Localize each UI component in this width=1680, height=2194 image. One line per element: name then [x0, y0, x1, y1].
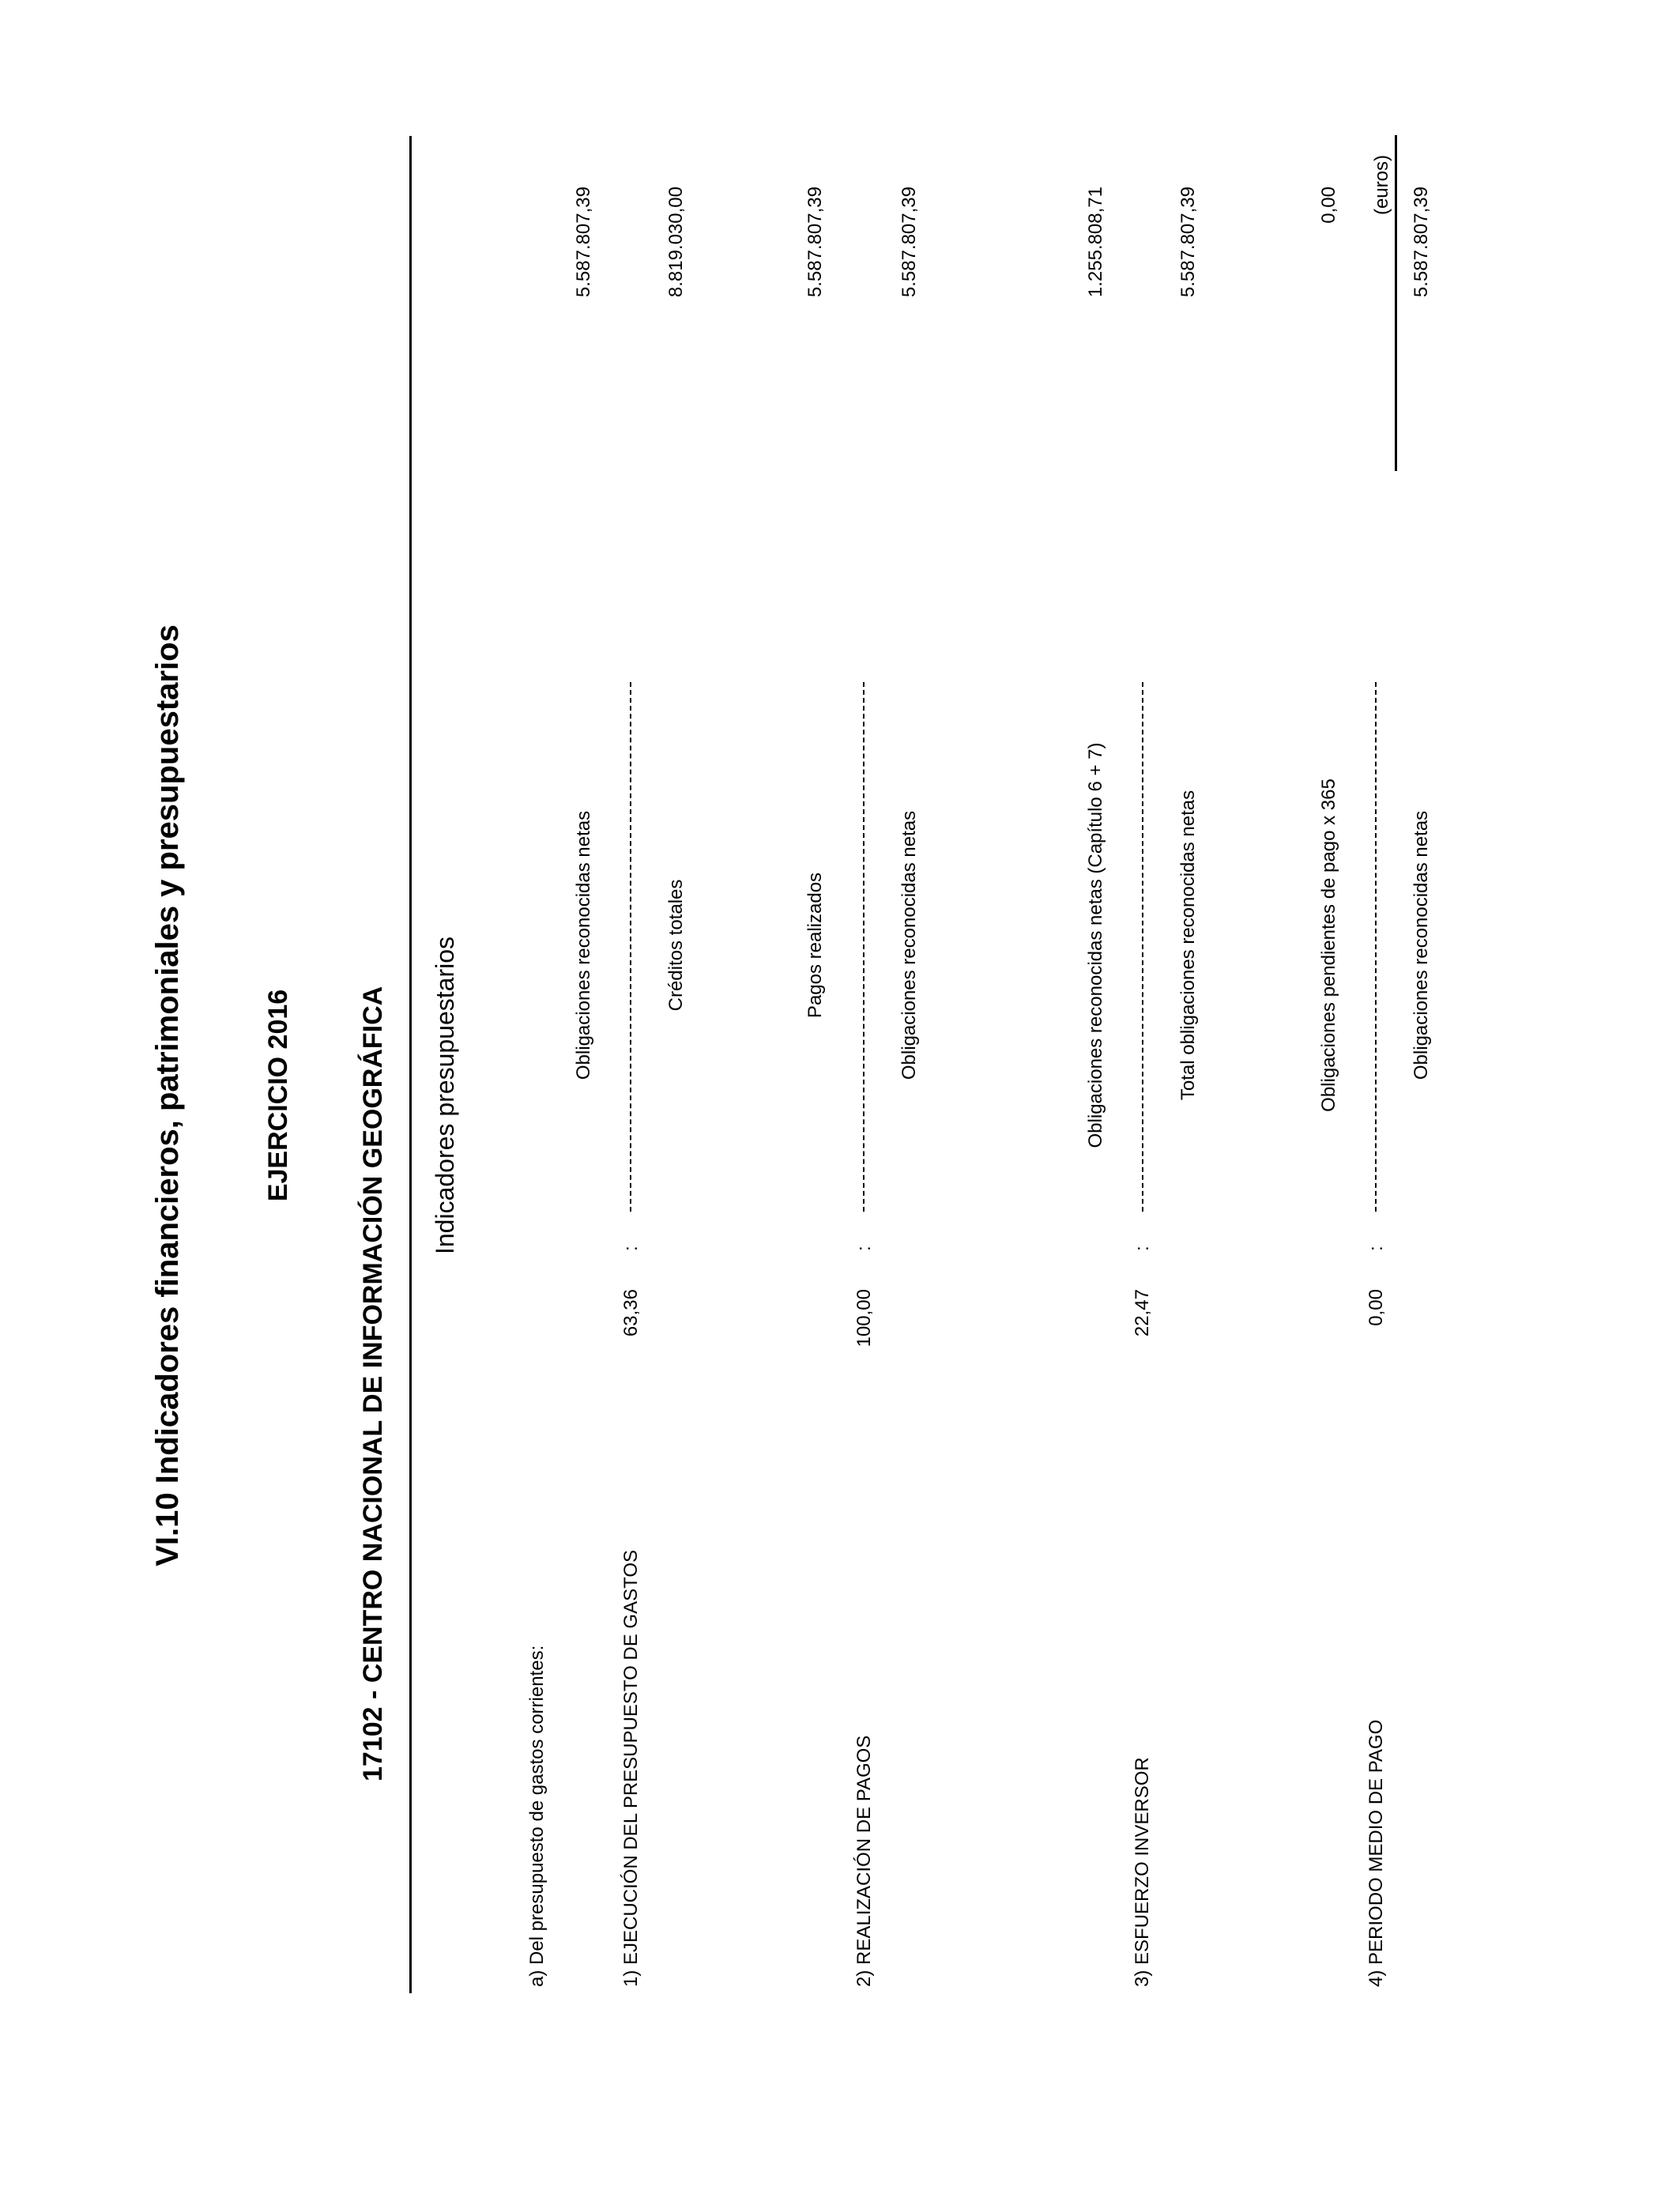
- indicator-name: 1) EJECUCIÓN DEL PRESUPUESTO DE GASTOS: [620, 1549, 642, 1987]
- indicator-result: 63,36: [620, 1289, 642, 1337]
- indicator-result: 22,47: [1132, 1289, 1153, 1337]
- entity-heading: 17102 - CENTRO NACIONAL DE INFORMACIÓN GEOGRÁFICA: [358, 986, 388, 1781]
- group-label: a) Del presupuesto de gastos corrientes:: [526, 1645, 548, 1987]
- fraction-line: [1375, 682, 1377, 1212]
- indicator-colon: :: [1365, 1246, 1387, 1251]
- numerator-label: Obligaciones reconocidas netas: [573, 810, 594, 1080]
- indicator-result: 100,00: [853, 1289, 875, 1348]
- indicator-name: 4) PERIODO MEDIO DE PAGO: [1365, 1719, 1387, 1987]
- fraction-line: [630, 682, 631, 1212]
- denominator-value: 5.587.807,39: [1177, 187, 1199, 298]
- fraction-line: [863, 682, 864, 1212]
- indicator-colon: :: [853, 1246, 875, 1251]
- numerator-label: Obligaciones pendientes de pago x 365: [1318, 778, 1339, 1112]
- numerator-value: 0,00: [1318, 187, 1339, 224]
- footer-rule: [1395, 135, 1397, 471]
- numerator-value: 5.587.807,39: [804, 187, 826, 298]
- currency-unit: (euros): [1371, 155, 1392, 216]
- denominator-value: 5.587.807,39: [1411, 187, 1432, 298]
- denominator-value: 5.587.807,39: [898, 187, 920, 298]
- indicator-colon: :: [1132, 1246, 1153, 1251]
- denominator-label: Créditos totales: [665, 879, 687, 1012]
- denominator-label: Total obligaciones reconocidas netas: [1177, 790, 1199, 1101]
- report-title: VI.10 Indicadores financieros, patrimoniales y presupuestarios: [150, 624, 185, 1566]
- fraction-line: [1142, 682, 1143, 1212]
- denominator-value: 8.819.030,00: [665, 187, 687, 298]
- exercise-heading: EJERCICIO 2016: [263, 989, 293, 1202]
- indicator-colon: :: [620, 1246, 642, 1251]
- numerator-value: 5.587.807,39: [573, 187, 594, 298]
- denominator-label: Obligaciones reconocidas netas: [1411, 810, 1432, 1080]
- numerator-label: Obligaciones reconocidas netas (Capítulo 6 + 7): [1085, 742, 1106, 1148]
- numerator-value: 1.255.808,71: [1085, 187, 1106, 298]
- header-rule: [409, 136, 412, 1993]
- indicator-name: 3) ESFUERZO INVERSOR: [1132, 1757, 1153, 1987]
- indicator-name: 2) REALIZACIÓN DE PAGOS: [853, 1735, 875, 1987]
- section-title: Indicadores presupuestarios: [431, 936, 459, 1255]
- indicator-result: 0,00: [1365, 1289, 1387, 1326]
- numerator-label: Pagos realizados: [804, 872, 826, 1019]
- denominator-label: Obligaciones reconocidas netas: [898, 810, 920, 1080]
